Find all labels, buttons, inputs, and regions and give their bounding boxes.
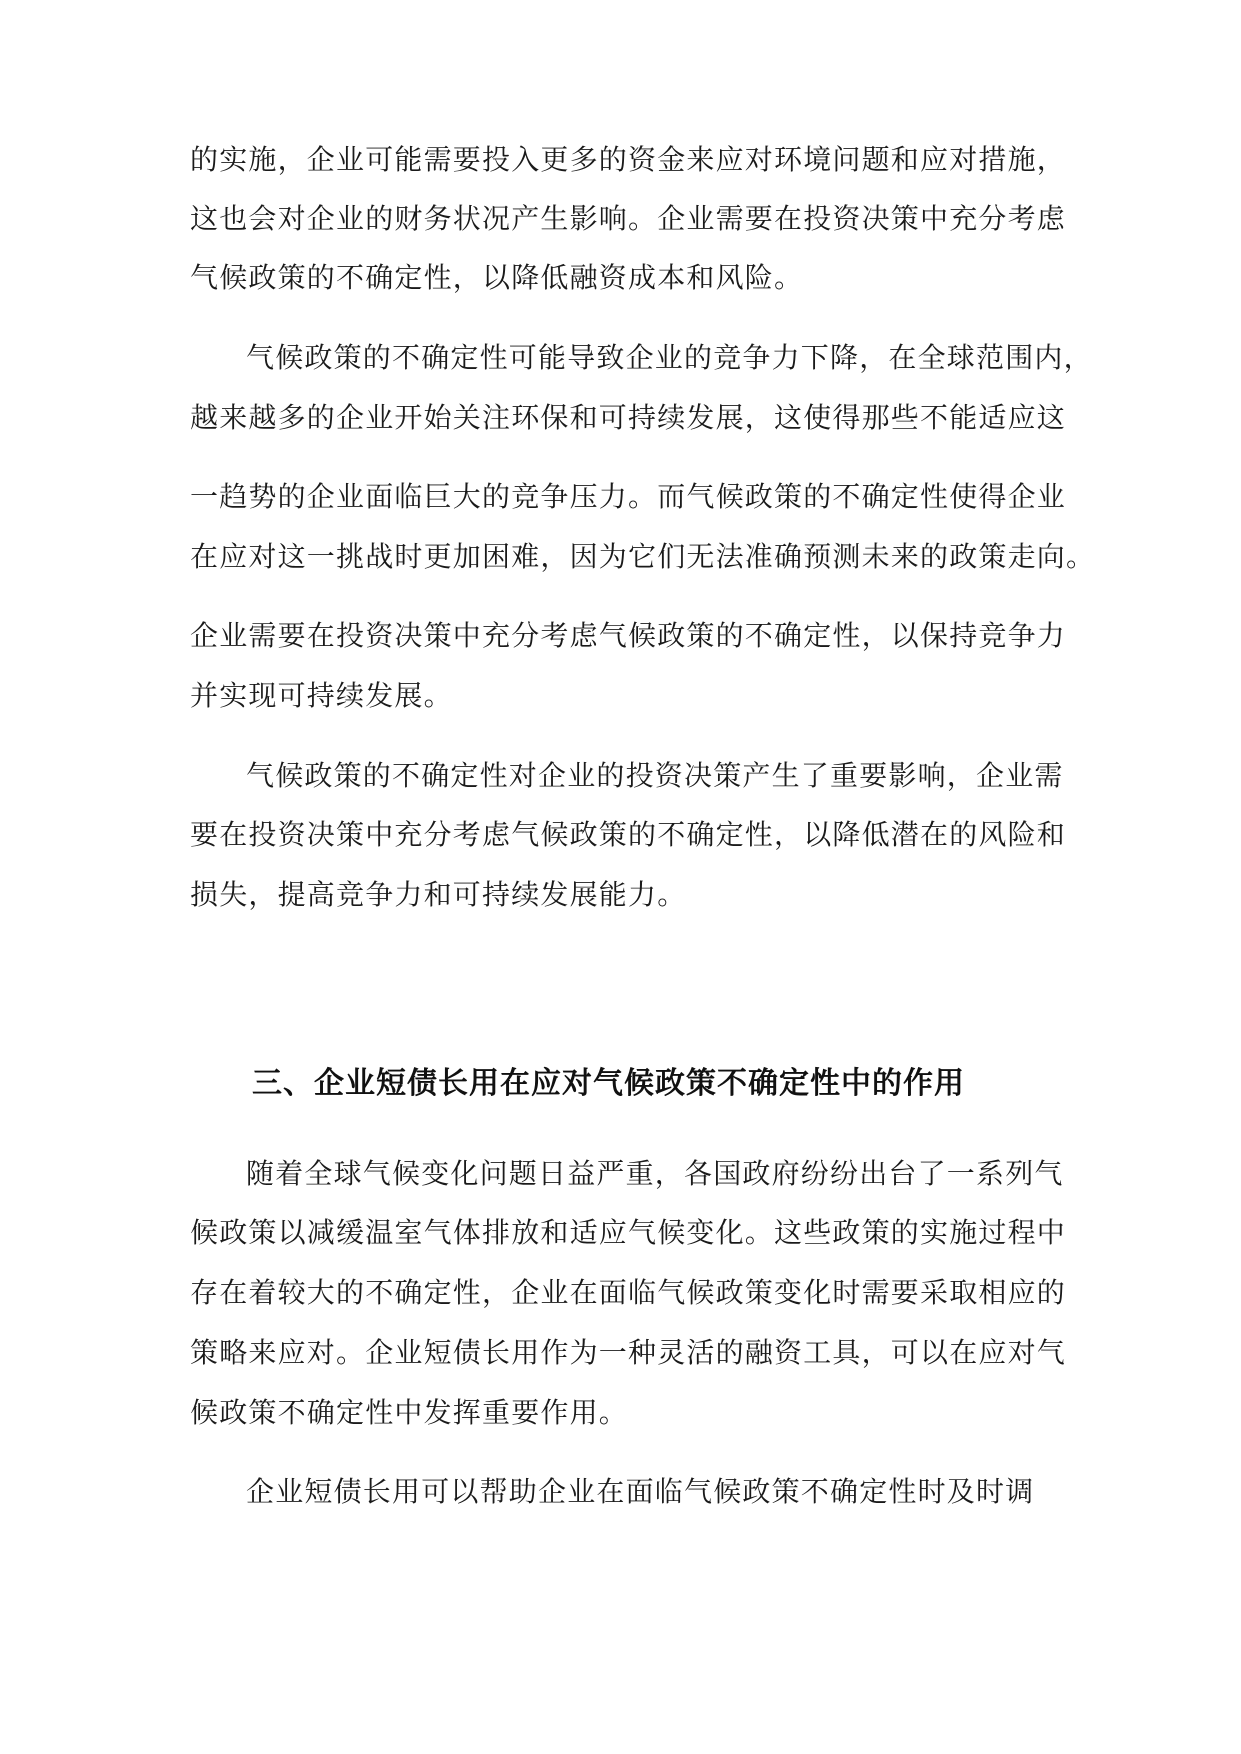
paragraph-2-line-3: 一趋势的企业面临巨大的竞争压力。而气候政策的不确定性使得企业: [190, 480, 1067, 513]
paragraph-4-line-3: 存在着较大的不确定性，企业在面临气候政策变化时需要采取相应的: [190, 1276, 1067, 1309]
paragraph-1-line-3: 气候政策的不确定性，以降低融资成本和风险。: [190, 261, 804, 294]
paragraph-2-line-6: 并实现可持续发展。: [190, 679, 453, 712]
paragraph-3-line-2: 要在投资决策中充分考虑气候政策的不确定性，以降低潜在的风险和: [190, 818, 1067, 851]
paragraph-4-line-5: 候政策不确定性中发挥重要作用。: [190, 1396, 629, 1429]
paragraph-4-line-4: 策略来应对。企业短债长用作为一种灵活的融资工具，可以在应对气: [190, 1336, 1067, 1369]
paragraph-4-line-2: 候政策以减缓温室气体排放和适应气候变化。这些政策的实施过程中: [190, 1216, 1067, 1249]
paragraph-2-line-5: 企业需要在投资决策中充分考虑气候政策的不确定性，以保持竞争力: [190, 619, 1067, 652]
paragraph-2-line-2: 越来越多的企业开始关注环保和可持续发展，这使得那些不能适应这: [190, 401, 1067, 434]
paragraph-3-line-3: 损失，提高竞争力和可持续发展能力。: [190, 878, 687, 911]
paragraph-1-line-1: 的实施，企业可能需要投入更多的资金来应对环境问题和应对措施，: [190, 143, 1067, 176]
section-heading: 三、企业短债长用在应对气候政策不确定性中的作用: [252, 1066, 965, 1101]
paragraph-3-line-1: 气候政策的不确定性对企业的投资决策产生了重要影响，企业需: [246, 759, 1064, 792]
paragraph-2-line-1: 气候政策的不确定性可能导致企业的竞争力下降，在全球范围内，: [246, 341, 1093, 374]
paragraph-5-line-1: 企业短债长用可以帮助企业在面临气候政策不确定性时及时调: [246, 1475, 1035, 1508]
paragraph-1-line-2: 这也会对企业的财务状况产生影响。企业需要在投资决策中充分考虑: [190, 202, 1067, 235]
paragraph-2-line-4: 在应对这一挑战时更加困难，因为它们无法准确预测未来的政策走向。: [190, 540, 1096, 573]
paragraph-4-line-1: 随着全球气候变化问题日益严重，各国政府纷纷出台了一系列气: [246, 1157, 1064, 1190]
